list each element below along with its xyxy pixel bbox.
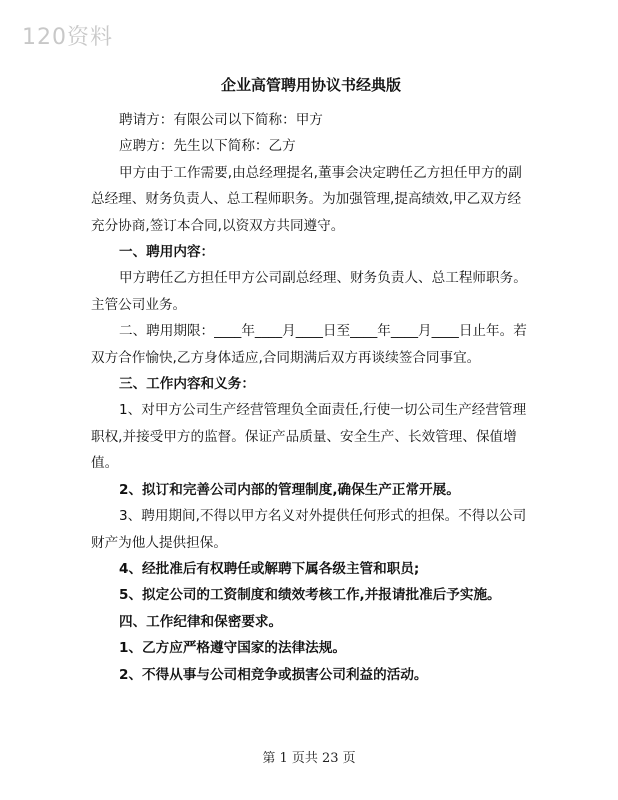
document-paragraph: 四、工作纪律和保密要求。 <box>119 613 283 630</box>
document-paragraph: 2、不得从事与公司相竞争或损害公司利益的活动。 <box>119 666 428 683</box>
document-title: 企业高管聘用协议书经典版 <box>220 76 401 94</box>
document-paragraph: 应聘方：先生以下简称：乙方 <box>119 138 296 155</box>
document-paragraph: 5、拟定公司的工资制度和绩效考核工作,并报请批准后予实施。 <box>119 587 501 604</box>
document-paragraph: 1、对甲方公司生产经营管理负全面责任,行使一切公司生产经营管理职权,并接受甲方的监督。保证产品质量、安全生产、长效管理、保值增值。 <box>91 402 527 472</box>
document-paragraph: 甲方由于工作需要,由总经理提名,董事会决定聘任乙方担任甲方的副总经理、财务负责人、总工程师职务。为加强管理,提高绩效,甲乙双方经充分协商,签订本合同,以资双方共同遵守。 <box>91 164 522 234</box>
document-paragraph: 1、乙方应严格遵守国家的法律法规。 <box>119 640 346 657</box>
watermark: 120资料 <box>22 25 113 50</box>
document-paragraph: 二、聘用期限：____年____月____日至____年____月____日止年。若双方合作愉快,乙方身体适应,合同期满后双方再谈续签合同事宜。 <box>91 323 527 366</box>
page-number: 第 1 页共 23 页 <box>262 751 356 766</box>
document-paragraph: 甲方聘任乙方担任甲方公司副总经理、财务负责人、总工程师职务。主管公司业务。 <box>91 270 527 313</box>
document-page <box>91 72 531 688</box>
document-paragraph: 3、聘用期间,不得以甲方名义对外提供任何形式的担保。不得以公司财产为他人提供担保。 <box>91 508 527 551</box>
document-paragraph: 4、经批准后有权聘任或解聘下属各级主管和职员; <box>119 560 420 577</box>
document-paragraph: 聘请方：有限公司以下简称：甲方 <box>119 112 323 128</box>
document-paragraph: 一、聘用内容： <box>119 244 215 261</box>
document-body <box>91 107 531 688</box>
document-paragraph: 三、工作内容和义务： <box>119 376 255 393</box>
document-paragraph: 2、拟订和完善公司内部的管理制度,确保生产正常开展。 <box>119 481 460 498</box>
